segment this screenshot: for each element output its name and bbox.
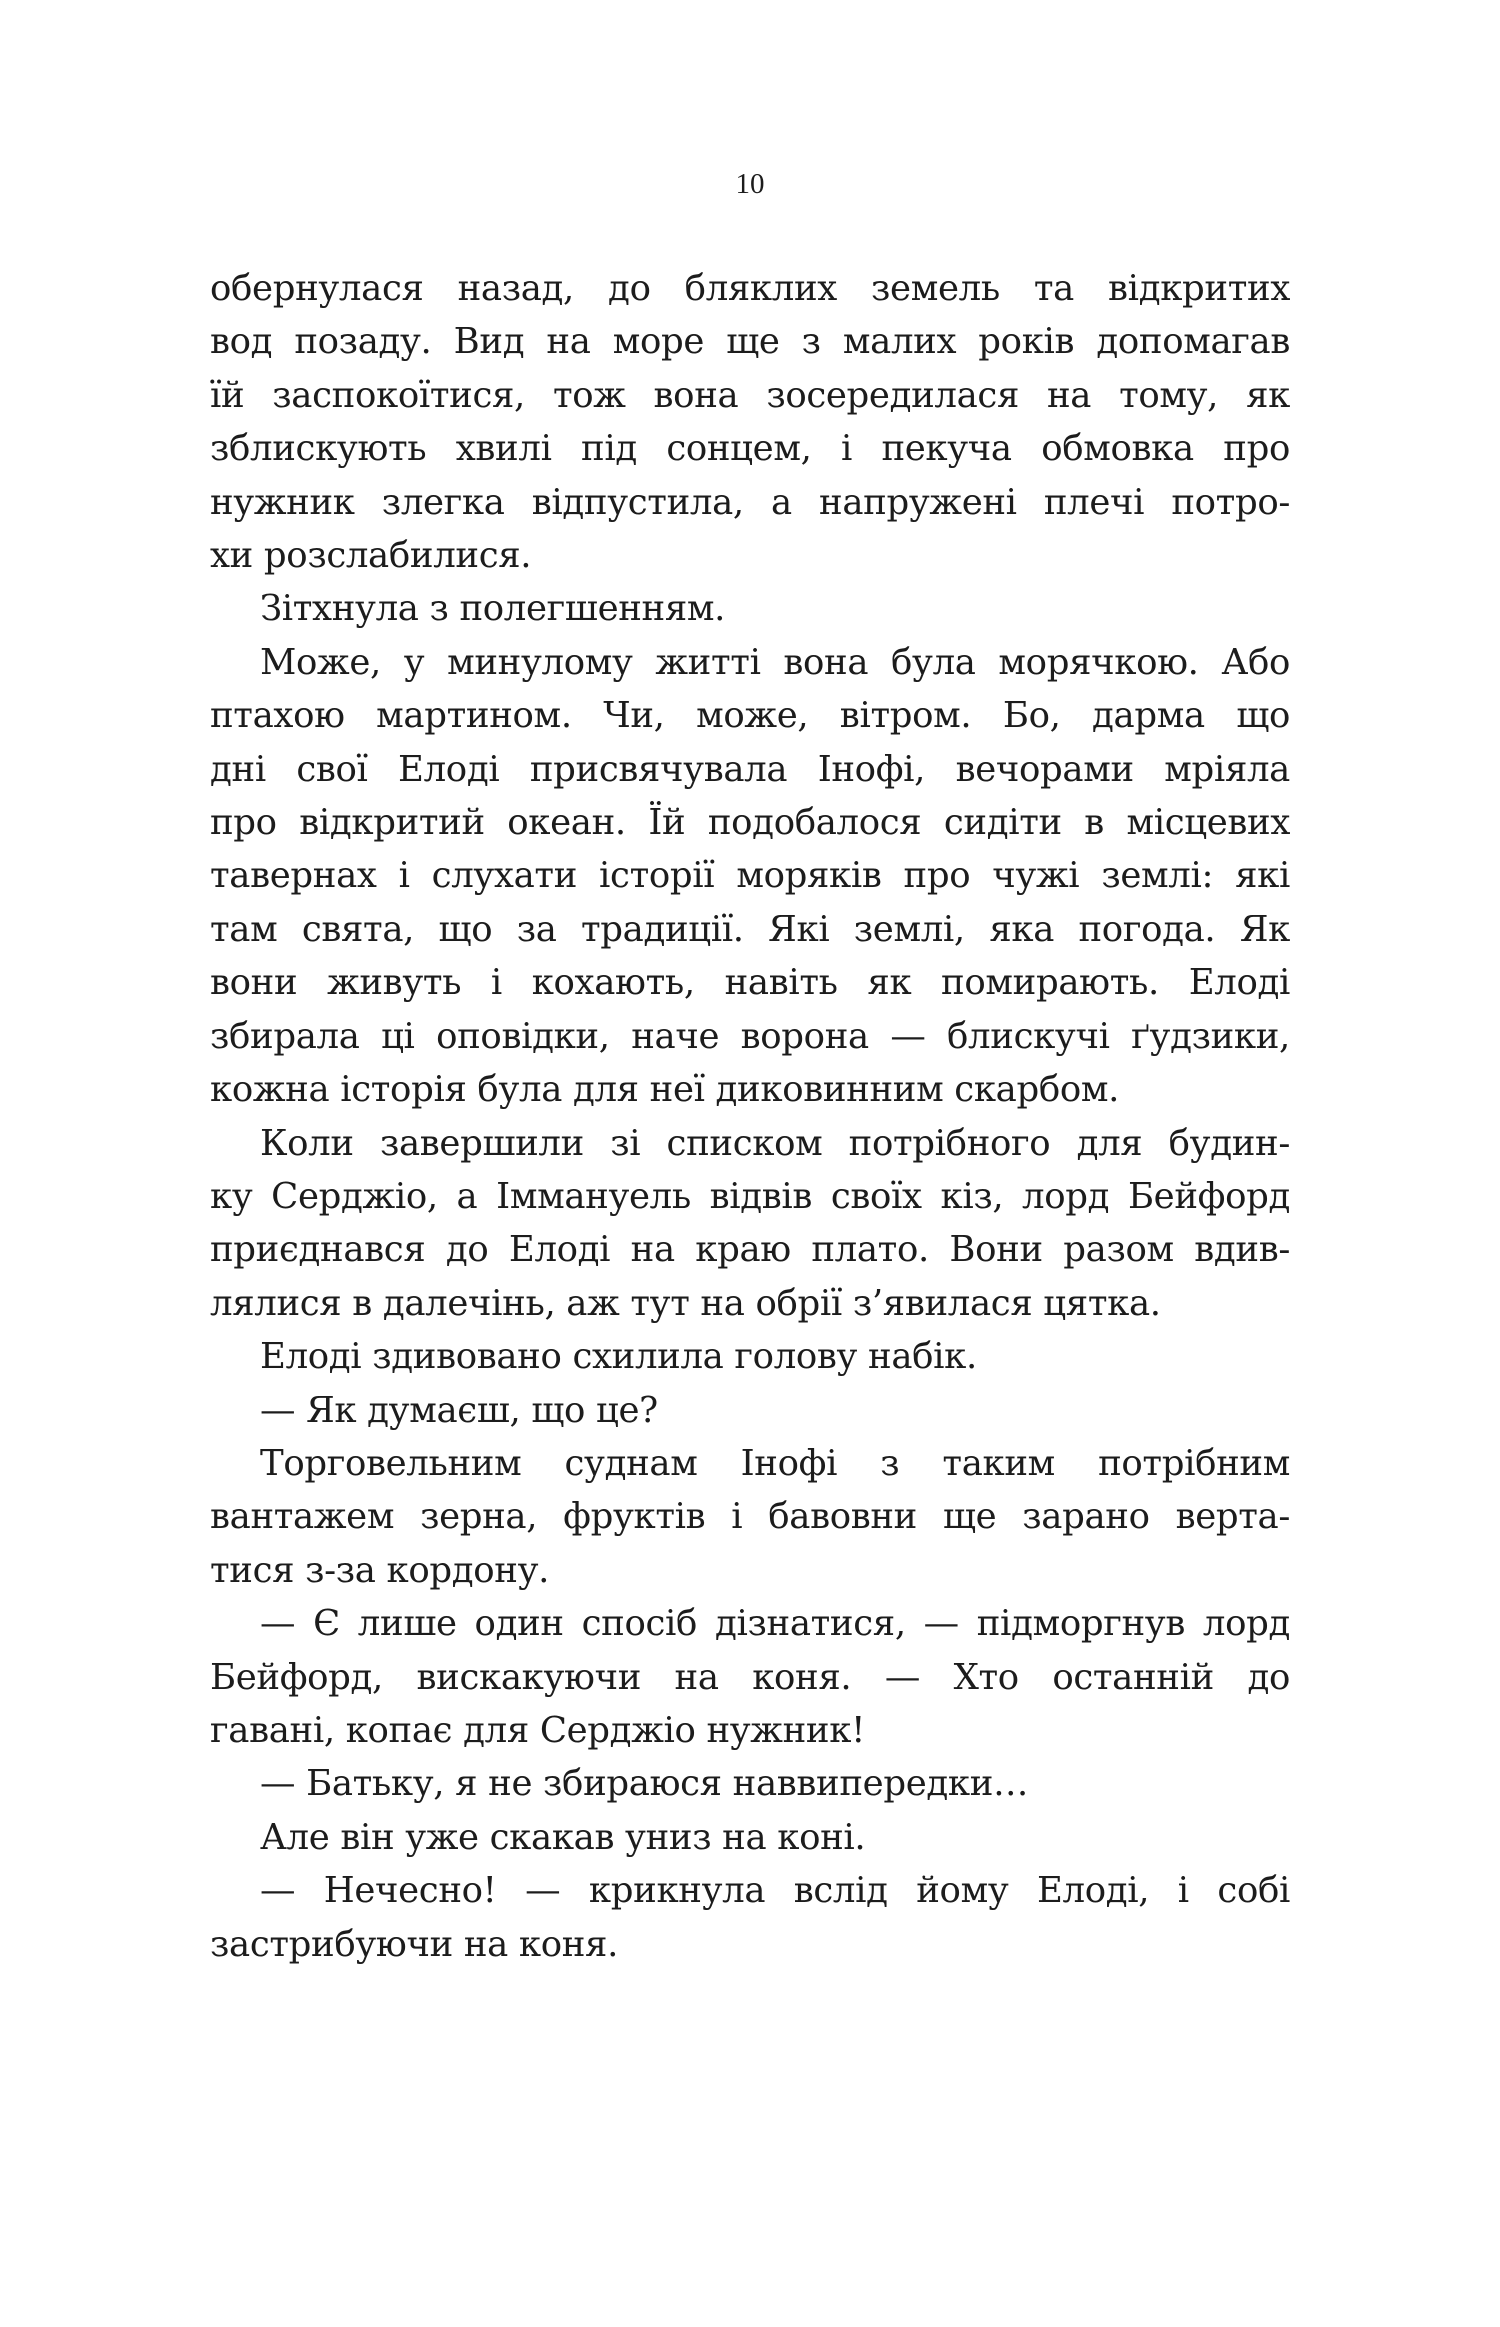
- text-line: їй заспокоїтися, тож вона зосередилася на тому, як: [210, 374, 1290, 416]
- text-line: — Є лише один спосіб дізнатися, — підморгнув лорд: [260, 1603, 1290, 1645]
- text-line: застрибуючи на коня.: [210, 1923, 619, 1965]
- paragraph: [210, 1384, 1290, 1437]
- paragraph: [210, 1757, 1290, 1810]
- text-line: гавані, копає для Серджіо нужник!: [210, 1709, 865, 1751]
- text-line: Бейфорд, вискакуючи на коня. — Хто останній до: [210, 1656, 1290, 1698]
- text-line: дні свої Елоді присвячувала Інофі, вечорами мріяла: [210, 748, 1290, 790]
- text-line: обернулася назад, до бляклих земель та відкритих: [210, 268, 1290, 309]
- text-line: збирала ці оповідки, наче ворона — блискучі ґудзики,: [210, 1015, 1290, 1057]
- text-line: кожна історія була для неї диковинним скарбом.: [210, 1069, 1120, 1111]
- text-line: Зітхнула з полегшенням.: [260, 588, 726, 630]
- text-line: тися з-за кордону.: [210, 1549, 550, 1591]
- page-number: 10: [735, 168, 765, 200]
- paragraph: [210, 1437, 1290, 1597]
- text-line: вони живуть і кохають, навіть як помирають. Елоді: [210, 962, 1290, 1004]
- text-line: — Нечесно! — крикнула вслід йому Елоді, і собі: [260, 1870, 1290, 1912]
- text-line: Торговельним суднам Інофі з таким потрібним: [260, 1442, 1290, 1484]
- text-line: тавернах і слухати історії моряків про чужі землі: які: [210, 855, 1290, 897]
- paragraph: [210, 582, 1290, 635]
- text-line: — Як думаєш, що це?: [260, 1389, 658, 1431]
- text-line: Але він уже скакав униз на коні.: [260, 1816, 866, 1858]
- paragraph: [210, 1811, 1290, 1864]
- paragraph: [210, 262, 1290, 582]
- paragraph: [210, 1117, 1290, 1331]
- paragraph: [210, 636, 1290, 1117]
- text-line: Елоді здивовано схилила голову набік.: [260, 1336, 977, 1378]
- text-line: нужник злегка відпустила, а напружені плечі потро-: [210, 481, 1290, 523]
- paragraph: [210, 1597, 1290, 1757]
- body-text: [210, 262, 1290, 1971]
- text-line: вод позаду. Вид на море ще з малих років допомагав: [210, 321, 1290, 363]
- paragraph: [210, 1330, 1290, 1383]
- paragraph: [210, 1864, 1290, 1971]
- text-line: вантажем зерна, фруктів і бавовни ще зарано верта-: [210, 1496, 1290, 1538]
- text-line: ку Серджіо, а Іммануель відвів своїх кіз, лорд Бейфорд: [210, 1175, 1290, 1217]
- text-line: птахою мартином. Чи, може, вітром. Бо, дарма що: [210, 695, 1290, 737]
- text-line: про відкритий океан. Їй подобалося сидіти в місцевих: [210, 802, 1290, 844]
- text-line: — Батьку, я не збираюся наввипередки…: [260, 1763, 1029, 1805]
- text-line: Може, у минулому житті вона була морячкою. Або: [260, 641, 1290, 683]
- text-line: там свята, що за традиції. Які землі, яка погода. Як: [210, 908, 1290, 950]
- text-line: лялися в далечінь, аж тут на обрії з’явилася цятка.: [210, 1282, 1161, 1324]
- text-line: зблискують хвилі під сонцем, і пекуча обмовка про: [210, 428, 1290, 470]
- text-line: хи розслабилися.: [210, 535, 532, 577]
- text-line: приєднався до Елоді на краю плато. Вони разом вдив-: [210, 1229, 1290, 1271]
- text-line: Коли завершили зі списком потрібного для будин-: [260, 1122, 1290, 1164]
